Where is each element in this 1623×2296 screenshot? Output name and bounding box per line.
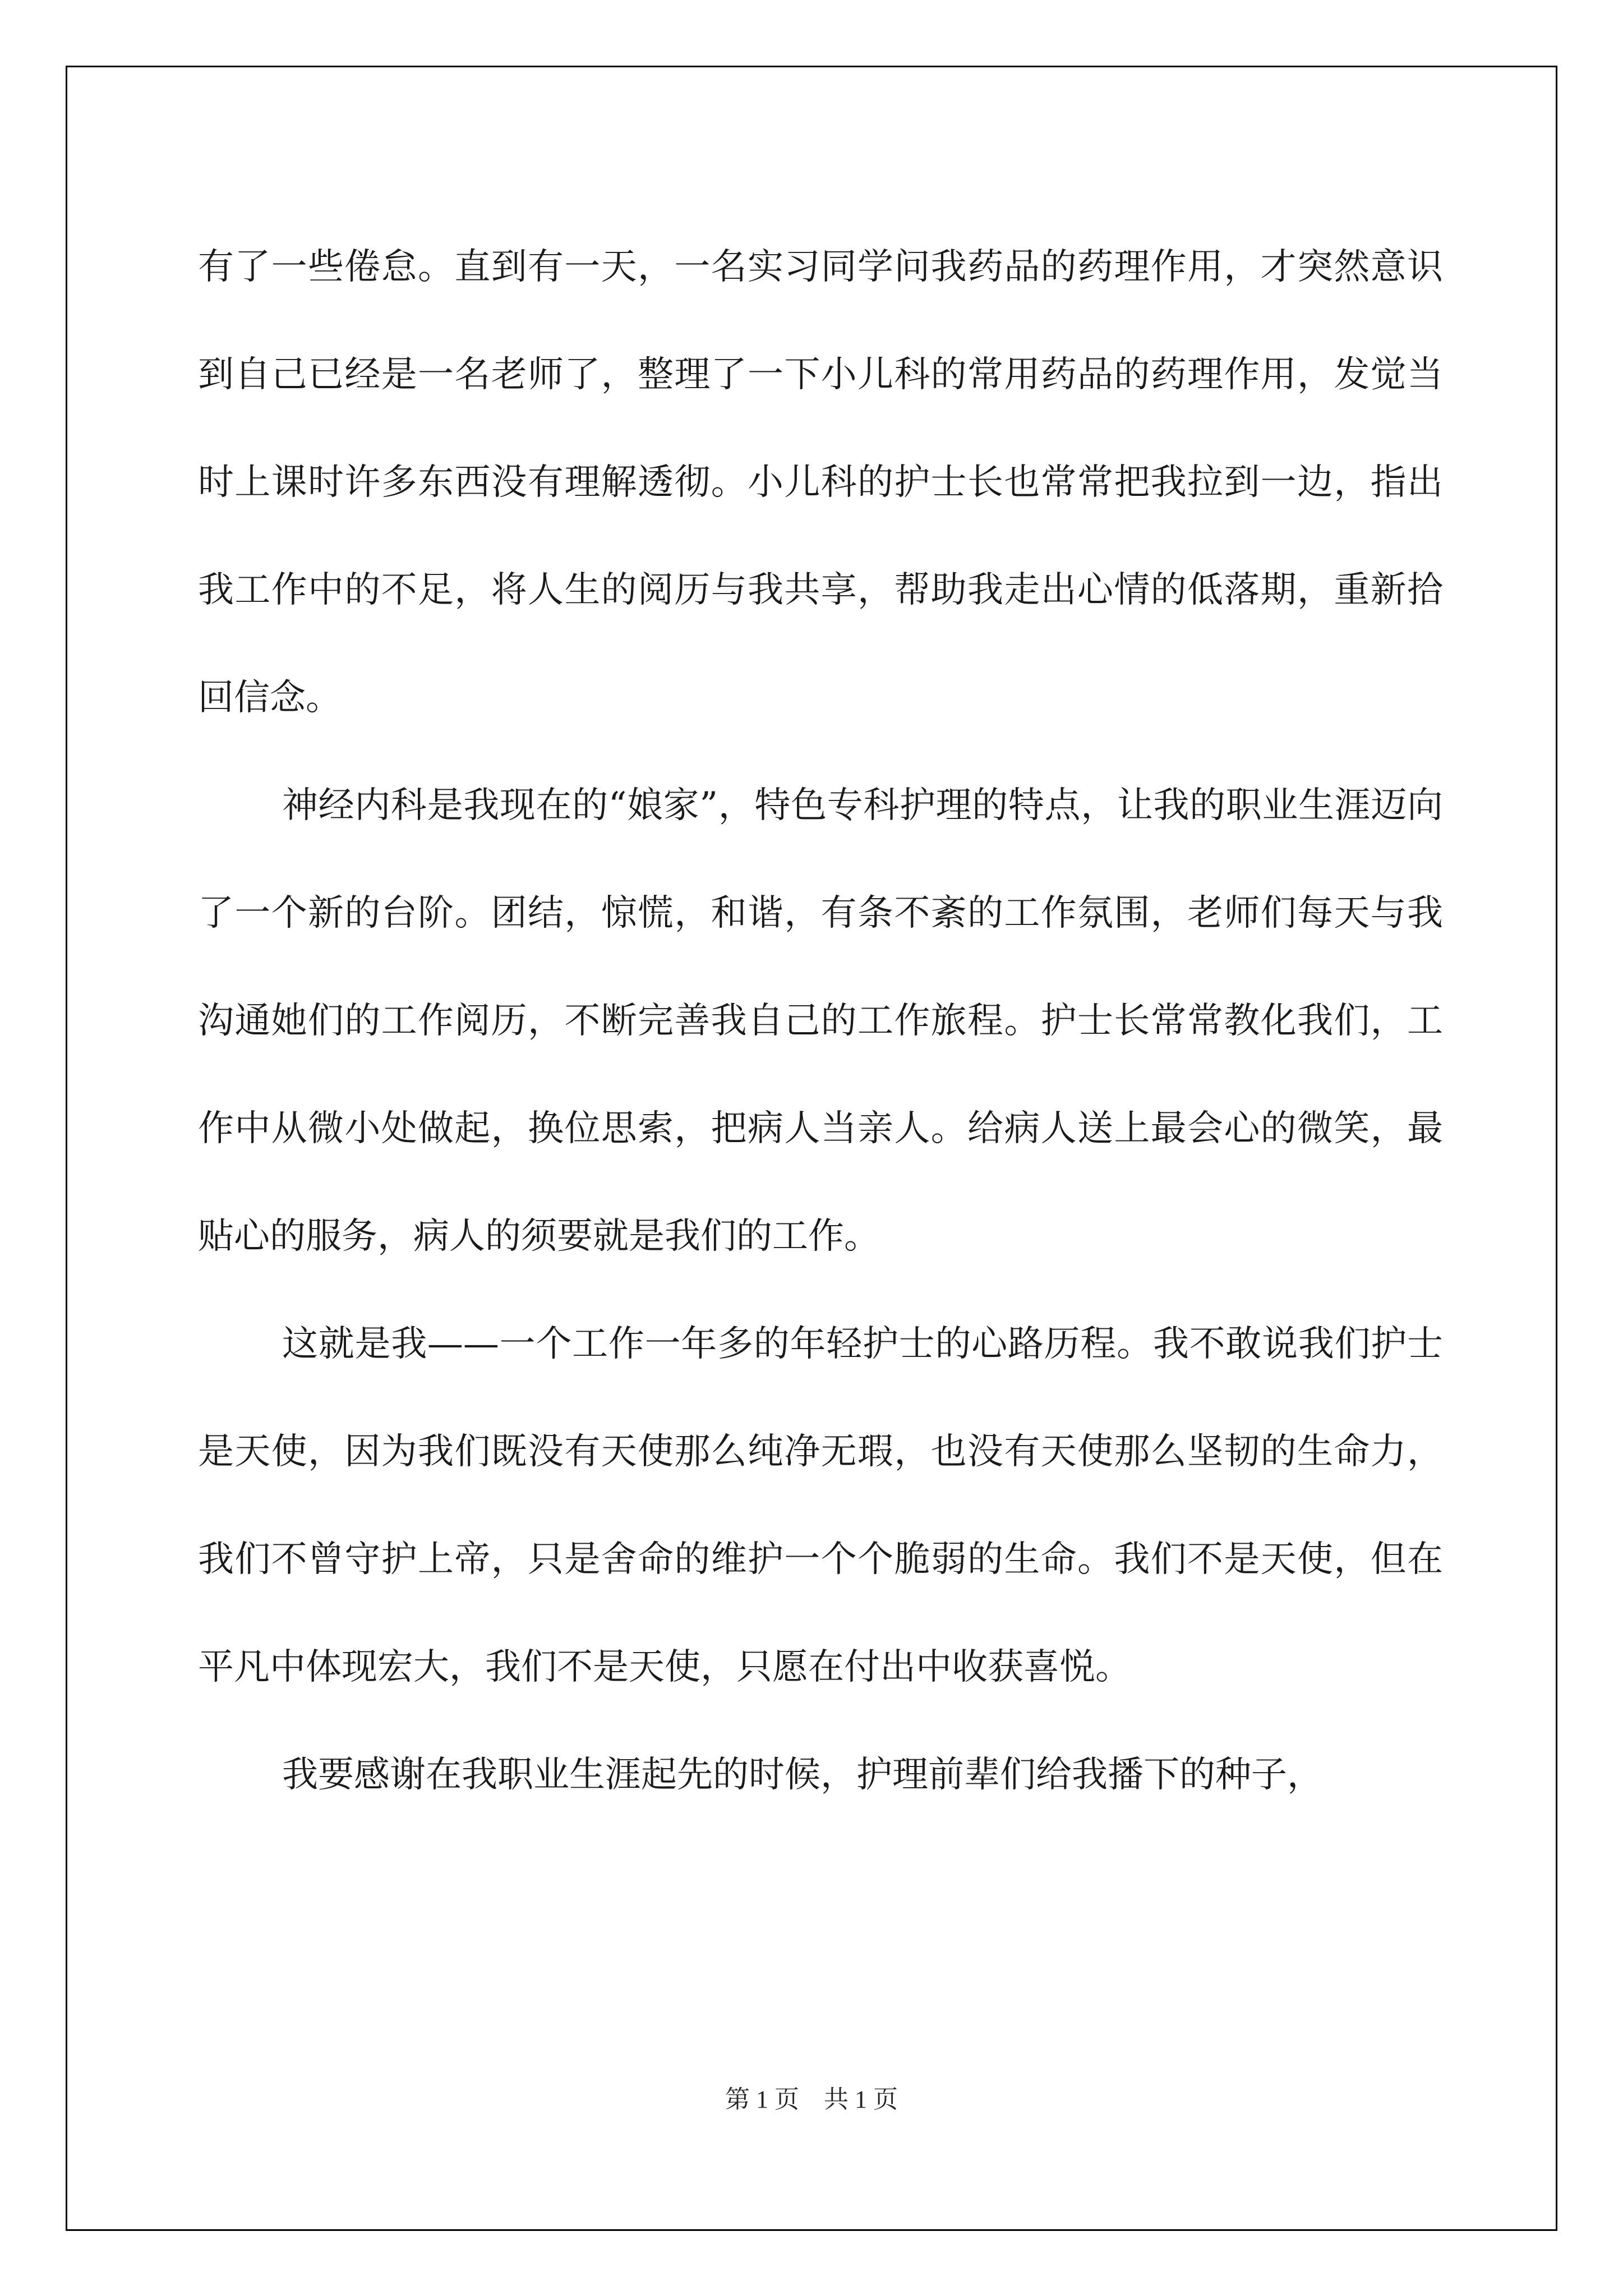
page-number-footer <box>0 2079 1623 2115</box>
paragraph-1: 有了一些倦怠。直到有一天，一名实习同学问我药品的药理作用，才突然意识到自己已经是一名老师了，整理了一下小儿科的常用药品的药理作用，发觉当时上课时许多东西没有理解透彻。小儿科的护士长也常常把我拉到一边，指出我工作中的不足，将人生的阅历与我共享，帮助我走出心情的低落期，重新拾回信念。 <box>198 246 1443 719</box>
paragraph-2: 神经内科是我现在的“娘家”，特色专科护理的特点，让我的职业生涯迈向了一个新的台阶。团结，惊慌，和谐，有条不紊的工作氛围，老师们每天与我沟通她们的工作阅历，不断完善我自己的工作旅程。护士长常常教化我们，工作中从微小处做起，换位思索，把病人当亲人。给病人送上最会心的微笑，最贴心的服务，病人的须要就是我们的工作。 <box>198 785 1443 1257</box>
paragraph-3: 这就是我——一个工作一年多的年轻护士的心路历程。我不敢说我们护士是天使，因为我们既没有天使那么纯净无瑕，也没有天使那么坚韧的生命力，我们不曾守护上帝，只是舍命的维护一个个脆弱的生命。我们不是天使，但在平凡中体现宏大，我们不是天使，只愿在付出中收获喜悦。 <box>198 1323 1443 1688</box>
page-number-text: 第 1 页 共 1 页 <box>725 2086 898 2113</box>
paragraph-4: 我要感谢在我职业生涯起先的时候，护理前辈们给我播下的种子， <box>282 1754 1323 1796</box>
document-body <box>198 213 1443 1829</box>
